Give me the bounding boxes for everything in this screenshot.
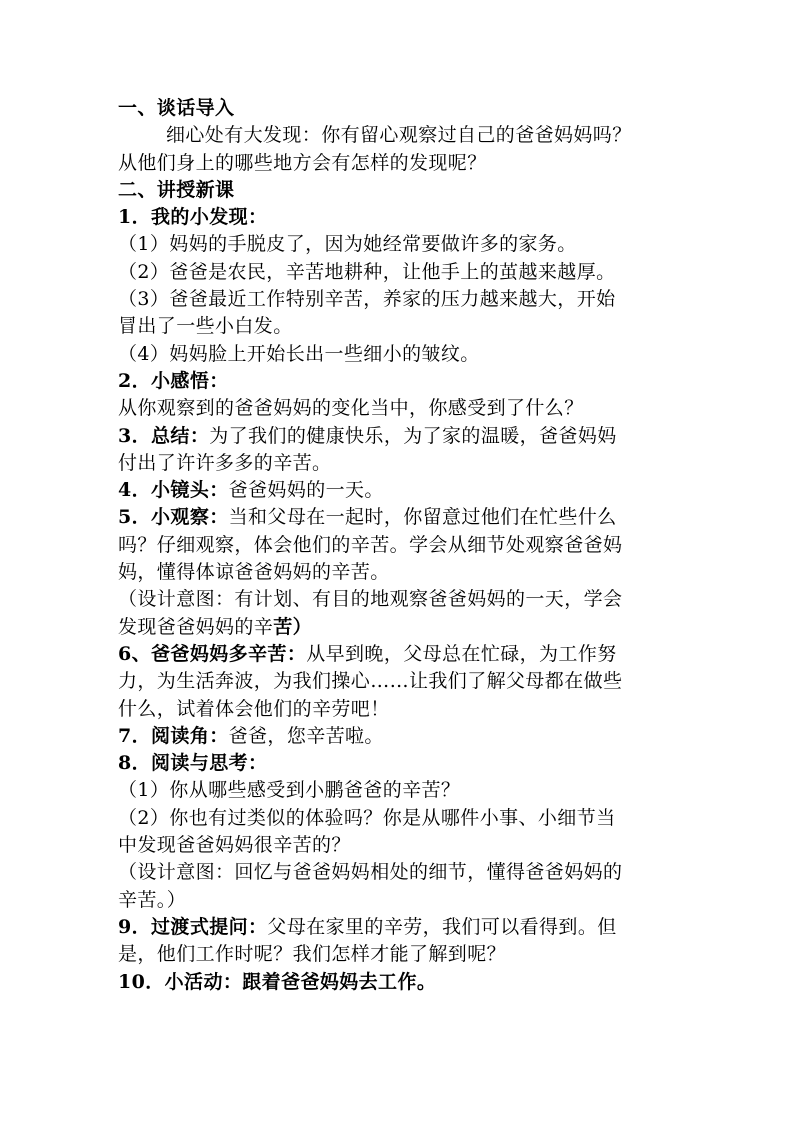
item-8-heading: 8．阅读与思考： — [118, 752, 268, 775]
item-5-heading: 5．小观察： — [118, 506, 229, 529]
item-3-text-1: 为了我们的健康快乐，为了家的温暖，爸爸妈妈 — [209, 424, 617, 447]
item-9-line-1 — [118, 914, 683, 941]
item-3-line-1 — [118, 423, 683, 450]
item-5-note-2 — [118, 614, 683, 641]
item-7-text: 爸爸，您辛苦啦。 — [228, 724, 384, 747]
item-6-text-3: 什么，试着体会他们的辛劳吧！ — [118, 697, 390, 720]
item-5-text-1: 当和父母在一起时，你留意过他们在忙些什么 — [228, 506, 617, 529]
item-8-point-a: （1）你从哪些感受到小鹏爸爸的辛苦？ — [118, 779, 461, 802]
item-5-note-2b: 苦） — [273, 615, 313, 638]
item-3-text-2: 付出了许许多多的辛苦。 — [118, 451, 332, 474]
item-1-point-c-line-1: （3）爸爸最近工作特别辛苦，养家的压力越来越大，开始 — [118, 288, 616, 311]
item-8-point-b-line-1: （2）你也有过类似的体验吗？你是从哪件小事、小细节当 — [118, 806, 616, 829]
section-title-2: 二、讲授新课 — [118, 178, 235, 201]
item-8-point-b-line-2: 中发现爸爸妈妈很辛苦的？ — [118, 834, 351, 857]
item-5-note-2a: 发现爸爸妈妈的辛 — [118, 615, 274, 638]
section-title-1: 一、谈话导入 — [118, 97, 235, 119]
item-9-text-2: 是，他们工作时呢？我们怎样才能了解到呢？ — [118, 943, 507, 966]
item-6-heading: 6、爸爸妈妈多辛苦： — [118, 642, 307, 665]
intro-paragraph-line-1: 细心处有大发现：你有留心观察过自己的爸爸妈妈吗？ — [166, 124, 632, 147]
item-7-line — [118, 723, 683, 750]
item-2-text: 从你观察到的爸爸妈妈的变化当中，你感受到了什么？ — [118, 397, 584, 420]
item-7-heading: 7．阅读角： — [118, 724, 229, 747]
item-1-point-b: （2）爸爸是农民，辛苦地耕种，让他手上的茧越来越厚。 — [118, 260, 616, 283]
item-3-heading: 3．总结： — [118, 424, 210, 447]
item-9-text-1: 父母在家里的辛劳，我们可以看得到。但 — [267, 915, 617, 938]
item-1-point-a: （1）妈妈的手脱皮了，因为她经常要做许多的家务。 — [118, 233, 577, 256]
item-4-line — [118, 477, 683, 504]
item-5-text-3: 妈，懂得体谅爸爸妈妈的辛苦。 — [118, 561, 390, 584]
item-4-text: 爸爸妈妈的一天。 — [228, 479, 384, 502]
item-9-heading: 9．过渡式提问： — [118, 915, 268, 938]
item-5-note-1: （设计意图：有计划、有目的地观察爸爸妈妈的一天，学会 — [118, 588, 623, 611]
item-8-note-1: （设计意图：回忆与爸爸妈妈相处的细节，懂得爸爸妈妈的 — [118, 861, 623, 884]
intro-paragraph-line-2: 从他们身上的哪些地方会有怎样的发现呢？ — [118, 151, 487, 174]
item-8-note-2: 辛苦。） — [118, 888, 187, 911]
item-6-text-2: 力，为生活奔波，为我们操心……让我们了解父母都在做些 — [118, 670, 623, 693]
item-5-text-2: 吗？仔细观察，体会他们的辛苦。学会从细节处观察爸爸妈 — [118, 533, 623, 556]
item-2-heading: 2．小感悟： — [118, 369, 229, 392]
item-10-heading: 10．小活动：跟着爸爸妈妈去工作。 — [118, 970, 437, 993]
item-1-heading: 1．我的小发现： — [118, 206, 268, 229]
document-page — [118, 95, 683, 996]
item-6-text-1: 从早到晚，父母总在忙碌，为工作努 — [306, 642, 617, 665]
item-6-line-1 — [118, 641, 683, 668]
item-4-heading: 4．小镜头： — [118, 479, 229, 502]
item-1-point-c-line-2: 冒出了一些小白发。 — [118, 315, 293, 338]
item-5-line-1 — [118, 504, 683, 531]
item-1-point-d: （4）妈妈脸上开始长出一些细小的皱纹。 — [118, 342, 480, 365]
